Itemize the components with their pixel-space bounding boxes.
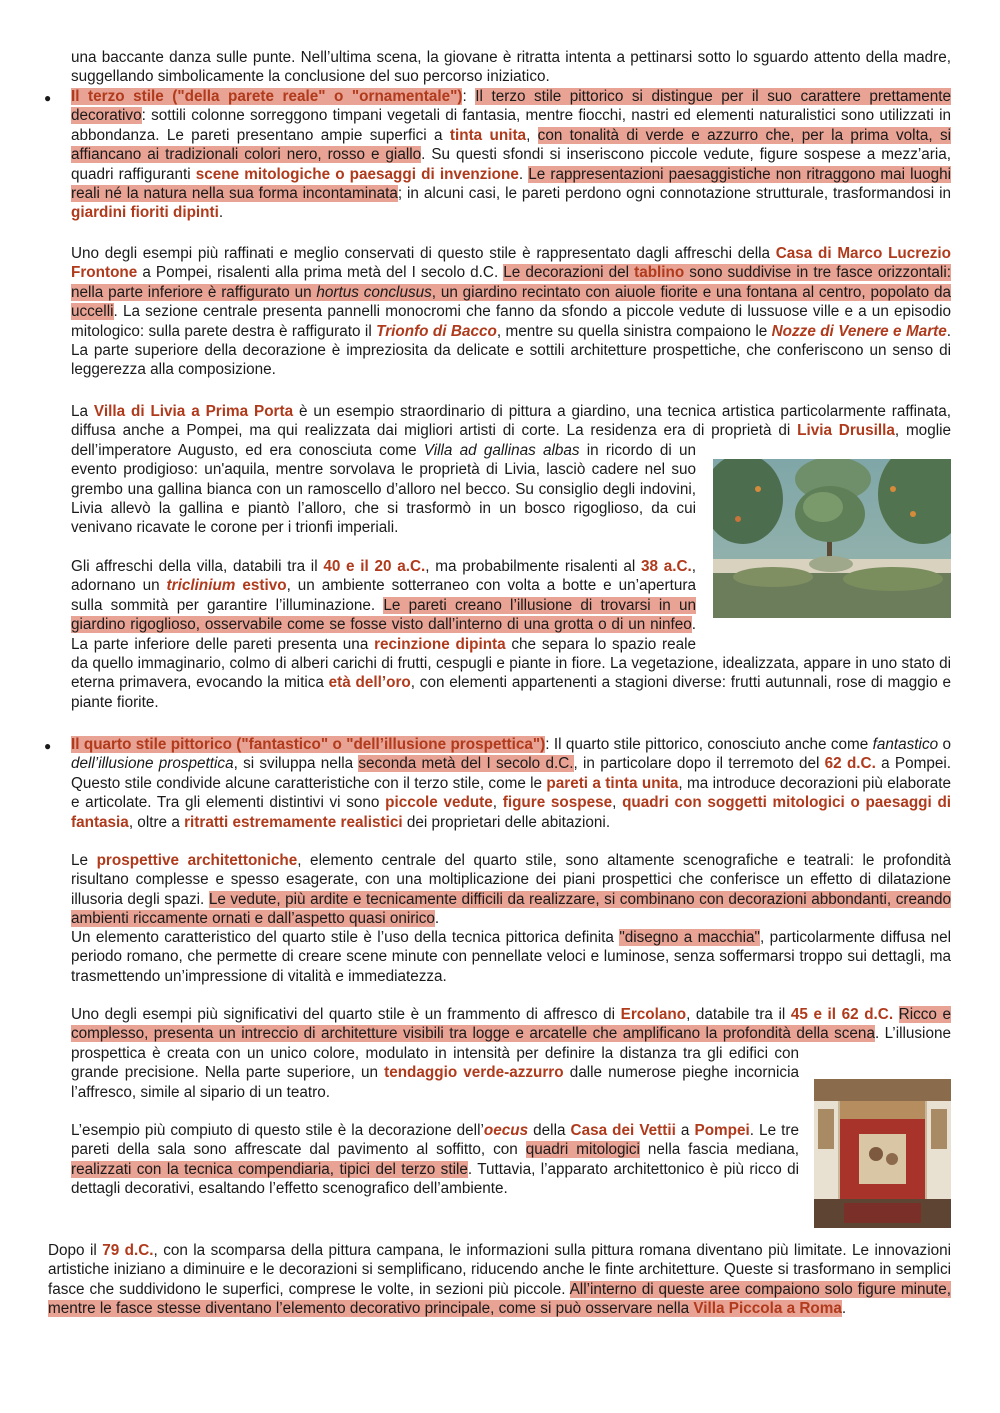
text: , con elementi appartenenti a stagioni diverse: frutti autunnali, rose di maggio e piante fiorite.: [71, 674, 951, 711]
paragraph-disegno-macchia: [71, 928, 951, 986]
highlight: All’interno di queste aree compaiono solo figure minute, mentre le fasce stesse diventano l’elemento decorativo principale, come si può osservare nella: [48, 1280, 951, 1318]
text: a Pompei. Questo stile condivide alcune caratteristiche con il terzo stile, come le: [71, 755, 952, 792]
term: Villa di Livia a Prima Porta: [93, 403, 294, 420]
text: L’esempio più compiuto di questo stile è la decorazione dell’: [71, 1122, 484, 1139]
text: , in particolare dopo il terremoto del: [573, 755, 825, 773]
text: ; in alcuni casi, le pareti perdono ogni connotazione strutturale, trasformandosi in: [397, 185, 951, 203]
text: .: [434, 910, 440, 928]
bullet-icon: ●: [44, 739, 52, 753]
text: dei proprietari delle abitazioni.: [402, 813, 611, 831]
paragraph-ercolano: [71, 1005, 951, 1103]
italic-text: fantastico: [872, 736, 939, 753]
text: dalle numerose pieghe incornicia l’affresco, simile al sipario di un teatro.: [71, 1064, 799, 1101]
text: ,: [492, 794, 503, 812]
text: è un esempio straordinario di pittura a giardino, una tecnica artistica particolarmente raffinata, diffusa anche a Pompei, ma qui realizzata dai migliori artisti di corte. La residenza era di proprietà di: [71, 403, 951, 440]
term: triclinium: [166, 577, 236, 595]
text: , con la scomparsa della pittura campana, le informazioni sulla pittura romana diventano più limitate. Le innovazioni artistiche iniziano a diminuire e le decorazioni si semplificano, riducendo anche le finte architetture. Queste si trasformano in semplici fasce che suddividono le superfici, comprese le volte, in sezioni più piccole.: [48, 1242, 952, 1298]
paragraph-third-style: [71, 87, 951, 223]
highlight: hortus conclusus: [316, 283, 432, 301]
term: Pompei: [694, 1122, 750, 1139]
text: , un ambiente sotterraneo con volta a botte e un’apertura sulla sommità per garantire l’illuminazione.: [71, 577, 696, 614]
highlight: , un giardino recintato con aiuole fiorite e una fontana al centro, popolato da uccelli: [71, 283, 951, 321]
text: Uno degli esempi più significativi del quarto stile è un frammento di affresco di: [71, 1006, 621, 1023]
text: che separa lo spazio reale da quello immaginario, colmo di alberi carichi di frutti, cespugli e piante in fiore. La vegetazione, idealizzata, appare in uno stato di eterna primavera, evocando la mitica: [71, 635, 951, 692]
term: 40 e il 20 a.C.: [323, 558, 426, 575]
text: , mentre su quella sinistra compaiono le: [496, 322, 772, 340]
text: , ma introduce decorazioni più elaborate e articolate. Tra gli elementi distintivi vi sono: [71, 774, 951, 812]
term: pareti a tinta unita: [546, 774, 679, 792]
term: Nozze di Venere e Marte: [771, 322, 947, 340]
highlight: seconda metà del I secolo d.C.: [358, 755, 574, 773]
text: della: [528, 1122, 571, 1139]
text: . L’illusione prospettica è creata con un unico colore, modulato in intensità per definire la distanza tra gli edifici con grande precisione. Nella parte superiore, un: [71, 1025, 951, 1082]
text: : sottili colonne sorreggono timpani vegetali di fantasia, mentre fiocchi, nastri ed elementi naturalistici sono utilizzati in abbondanza. Le pareti presentano ampie superfici a: [71, 107, 951, 144]
text: .: [841, 1300, 847, 1318]
term: Casa dei Vettii: [570, 1122, 676, 1139]
text: . Tuttavia, l’apparato architettonico è più ricco di dettagli decorativi, esaltando l’effetto scenografico dell’ambiente.: [71, 1160, 800, 1198]
term: 38 a.C.: [640, 558, 692, 575]
term: Ercolano: [620, 1006, 687, 1023]
text: [893, 1006, 899, 1023]
text: nella fascia mediana,: [639, 1141, 800, 1159]
term: oecus: [483, 1122, 529, 1139]
paragraph-intro: [71, 48, 951, 87]
text: . La parte inferiore delle pareti presenta una: [71, 616, 696, 653]
term: Villa Piccola a Roma: [693, 1300, 842, 1318]
paragraph-villa-affreschi: [71, 557, 951, 712]
term: figure sospese: [502, 794, 613, 812]
term: giardini fioriti dipinti: [71, 204, 219, 222]
text: . Su questi sfondi si inseriscono piccole vedute, figure sospese a mezz’aria, quadri raffiguranti: [71, 146, 951, 183]
term: età dell’oro: [328, 674, 411, 692]
text: Un elemento caratteristico del quarto stile è l’uso della tecnica pittorica definita: [71, 929, 620, 946]
bullet-icon: ●: [44, 91, 52, 105]
highlight: con tonalità di verde e azzurro che, per la prima volta, si affiancano ai tradizionali colori nero, rosso e giallo: [71, 126, 951, 164]
text: , si sviluppa nella: [233, 755, 359, 773]
paragraph-prospettive: [71, 851, 951, 929]
term: 62 d.C.: [824, 755, 876, 773]
heading-third-style: Il terzo stile ("della parete reale" o "ornamentale"): [71, 88, 463, 105]
term: 45 e il 62 d.C.: [790, 1006, 894, 1023]
text: a Pompei, risalenti alla prima metà del I secolo d.C.: [137, 264, 504, 282]
text: :: [462, 88, 476, 105]
paragraph-final: [48, 1241, 951, 1319]
text: : Il quarto stile pittorico, conosciuto anche come: [545, 736, 873, 753]
text: , particolarmente diffusa nel periodo romano, che permette di creare scene minute con pennellate veloci e luminose, senza soffermarsi troppo sui dettagli, ma trasmettendo un’impressione di vitalità e immediatezza.: [71, 929, 951, 985]
text: . Le tre pareti della sala sono affrescate dal pavimento al soffitto, con: [71, 1122, 799, 1159]
text: Gli affreschi della villa, databili tra il: [71, 558, 324, 575]
term: prospettive architettoniche: [96, 852, 298, 869]
term: Livia Drusilla: [797, 422, 895, 440]
italic-text: Villa ad gallinas albas: [423, 441, 580, 459]
highlight: "disegno a macchia": [619, 929, 760, 946]
text: .: [518, 165, 529, 183]
highlight: Ricco e complesso, presenta un intreccio di architetture visibili tra logge e arcatelle che amplificano la profondità della scena: [71, 1006, 952, 1043]
highlight: Le pareti creano l’illusione di trovarsi in un giardino rigoglioso, osservabile come se fosse visto dall’interno di una grotta o di un ninfeo: [71, 596, 696, 634]
term: recinzione dipinta: [374, 635, 506, 653]
text: una baccante danza sulle punte. Nell’ultima scena, la giovane è ritratta intenta a pettinarsi sotto lo sguardo attento della madre, suggellando simbolicamente la conclusione del suo percorso iniziatico.: [71, 49, 951, 86]
text: , ma probabilmente risalenti al: [425, 558, 641, 575]
text: . La parte superiore della decorazione è impreziosita da delicate e sottili architetture prospettiche, che conferiscono un senso di leggerezza alla composizione.: [71, 322, 952, 379]
highlight: sono suddivise in tre fasce orizzontali: nella parte inferiore è raffigurato un: [71, 264, 951, 301]
term: estivo: [242, 577, 287, 595]
text: Le: [71, 852, 97, 869]
italic-text: dell’illusione prospettica: [71, 755, 234, 773]
text: in ricordo di un evento prodigioso: un'aquila, mentre sorvolava le proprietà di Livia, lasciò cadere nel suo grembo una gallina bianca con un ramoscello d’alloro nel becco. Su consiglio degli indovini, Livia allevò la gallina e piantò l’alloro, che si trasformò in un bosco rigoglioso, da cui venivano ricavate le corone per i trionfi imperiali.: [71, 441, 696, 537]
highlight: Il terzo stile pittorico si distingue per il suo carattere prettamente decorativo: [71, 88, 952, 125]
text: , oltre a: [128, 813, 185, 831]
term: tablino: [634, 264, 685, 282]
text: , databile tra il: [686, 1006, 791, 1023]
term: piccole vedute: [385, 794, 493, 812]
highlight: Le decorazioni del: [503, 264, 635, 282]
text: , adornano un: [71, 558, 697, 595]
term: ritratti estremamente realistici: [184, 813, 403, 831]
text: . La sezione centrale presenta pannelli monocromi che fanno da sfondo a piccole vedute di lussuose ville e a un episodio mitologico: sulla parete destra è raffigurato il: [71, 303, 951, 340]
highlight: Le vedute, più ardite e tecnicamente difficili da realizzare, si combinano con decorazioni abbondanti, creando ambienti riccamente ornati e dall’aspetto quasi onirico: [71, 890, 951, 928]
term: Casa di Marco Lucrezio Frontone: [71, 245, 951, 282]
term: Trionfo di Bacco: [376, 322, 497, 340]
term: tinta unita: [449, 126, 527, 144]
text: La: [71, 403, 94, 420]
heading-fourth-style: Il quarto stile pittorico ("fantastico" o "dell’illusione prospettica"): [71, 736, 546, 753]
paragraph-lucrezio-frontone: [71, 244, 951, 380]
text: ,: [526, 126, 538, 144]
term: quadri con soggetti mitologici o paesaggi di fantasia: [71, 794, 952, 831]
highlight: realizzati con la tecnica compendiaria, tipici del terzo stile: [71, 1160, 468, 1178]
text: , elemento centrale del quarto stile, sono altamente scenografiche e teatrali: le profondità risultano complesse e spesso esagerate, con una moltiplicazione dei piani prospettici che conferisce un effetto di dilatazione illusoria degli spazi.: [71, 852, 951, 908]
text: .: [218, 204, 224, 222]
highlight: Le rappresentazioni paesaggistiche non ritraggono mai luoghi reali né la natura nella sua forma incontaminata: [71, 165, 952, 203]
text: Uno degli esempi più raffinati e meglio conservati di questo stile è rappresentato dagli affreschi della: [71, 245, 776, 262]
text: , moglie dell’imperatore Augusto, ed era conosciuta come: [71, 422, 952, 459]
paragraph-vettii: [71, 1121, 799, 1199]
text: ,: [612, 794, 623, 812]
highlight: quadri mitologici: [525, 1141, 640, 1159]
term: tendaggio verde-azzurro: [384, 1064, 564, 1082]
text: a: [675, 1122, 695, 1139]
term: scene mitologiche o paesaggi di invenzione: [195, 165, 519, 183]
paragraph-fourth-style: [71, 735, 951, 832]
text: Dopo il: [48, 1242, 103, 1259]
text: o: [938, 736, 951, 753]
term: 79 d.C.: [102, 1242, 154, 1259]
